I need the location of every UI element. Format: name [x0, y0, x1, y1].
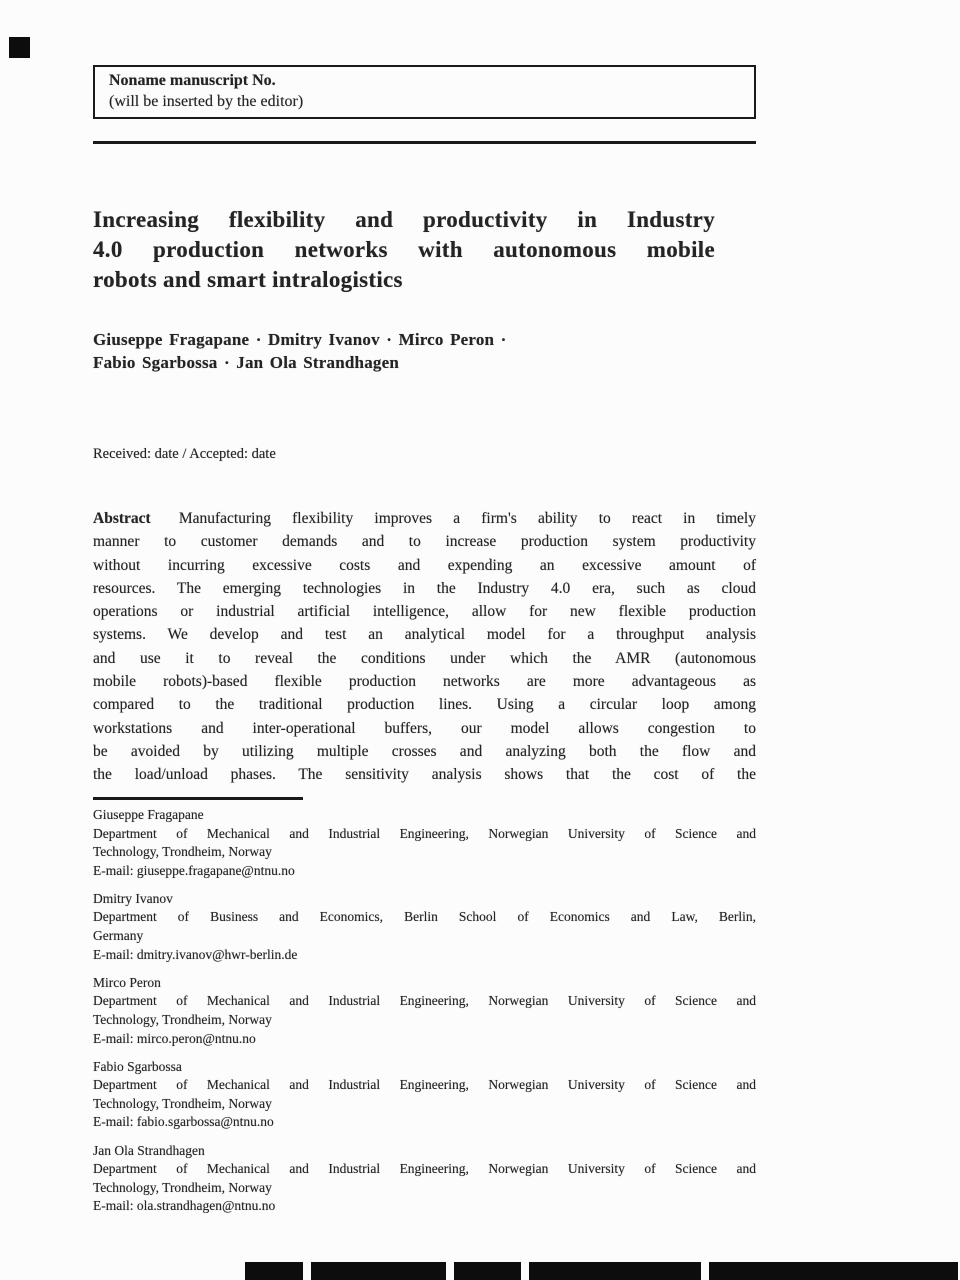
footnote-affiliation-line: Department of Mechanical and Industrial Engineering, Norwegian University of Science and [93, 1161, 756, 1177]
footnote-affiliation-line: Department of Mechanical and Industrial Engineering, Norwegian University of Science and [93, 1077, 756, 1093]
scan-artifact-bar-segment [311, 1262, 446, 1280]
abstract-line: systems. We develop and test an analytical model for a throughput analysis [93, 626, 756, 644]
footnote-rule [93, 797, 303, 800]
abstract-line: without incurring excessive costs and expending an excessive amount of [93, 556, 756, 574]
abstract-line: and use it to reveal the conditions under which the AMR (autonomous [93, 649, 756, 667]
header-rule [93, 141, 756, 144]
footnote-author-name: Dmitry Ivanov [93, 890, 173, 906]
footnote-block [93, 974, 756, 1048]
title-line-3: robots and smart intralogistics [93, 267, 403, 292]
footnote-author-name: Giuseppe Fragapane [93, 807, 204, 822]
author-list [93, 328, 733, 374]
footnote-email: E-mail: fabio.sgarbossa@ntnu.no [93, 1114, 274, 1130]
footnote-author-name: Fabio Sgarbossa [93, 1058, 182, 1074]
paper-title [93, 205, 715, 295]
footnote-affiliation-line: Department of Business and Economics, Berlin School of Economics and Law, Berlin, [93, 909, 756, 925]
footnote-email: E-mail: ola.strandhagen@ntnu.no [93, 1198, 276, 1214]
title-line-2: 4.0 production networks with autonomous mobile [93, 237, 715, 262]
abstract-line: resources. The emerging technologies in the Industry 4.0 era, such as cloud [93, 579, 756, 597]
author-line-1: Giuseppe Fragapane · Dmitry Ivanov · Mirco Peron · [93, 330, 507, 349]
abstract-text: Manufacturing flexibility improves a firm's ability to react in timely [178, 510, 756, 527]
received-accepted-line: Received: date / Accepted: date [93, 446, 276, 462]
abstract-section [93, 507, 756, 787]
abstract-line: operations or industrial artificial intelligence, allow for new flexible production [93, 603, 756, 621]
footnote-author-name: Mirco Peron [93, 974, 161, 990]
title-line-1: Increasing flexibility and productivity in Industry [93, 207, 715, 232]
abstract-line: the load/unload phases. The sensitivity analysis shows that the cost of the [93, 766, 756, 784]
abstract-line [93, 507, 756, 530]
footnote-email: E-mail: dmitry.ivanov@hwr-berlin.de [93, 946, 298, 962]
editor-note-line: (will be inserted by the editor) [109, 93, 304, 110]
footnote-affiliation-line: Department of Mechanical and Industrial Engineering, Norwegian University of Science and [93, 993, 756, 1009]
abstract-line: manner to customer demands and to increase production system productivity [93, 533, 756, 551]
scan-artifact-bar-segment [245, 1262, 303, 1280]
author-line-2: Fabio Sgarbossa · Jan Ola Strandhagen [93, 353, 399, 372]
manuscript-box [93, 65, 756, 119]
abstract-line: mobile robots)-based flexible production networks are more advantageous as [93, 673, 756, 691]
footnote-affiliation-line: Technology, Trondheim, Norway [93, 1011, 272, 1027]
footnote-affiliation-line: Department of Mechanical and Industrial Engineering, Norwegian University of Science and [93, 825, 756, 841]
scan-artifact-bar-segment [709, 1262, 958, 1280]
abstract-line: compared to the traditional production lines. Using a circular loop among [93, 696, 756, 714]
footnote-block [93, 890, 756, 964]
footnote-author-name: Jan Ola Strandhagen [93, 1142, 205, 1158]
scan-artifact-square [9, 37, 30, 58]
footnote-block [93, 806, 756, 880]
manuscript-no-line: Noname manuscript No. [109, 72, 276, 89]
manuscript-page [93, 0, 756, 1280]
footnote-affiliation-line: Technology, Trondheim, Norway [93, 844, 272, 860]
footnote-email: E-mail: mirco.peron@ntnu.no [93, 1030, 256, 1046]
abstract-label: Abstract [93, 510, 151, 527]
footnote-block [93, 1142, 756, 1216]
scan-artifact-bar-segment [454, 1262, 521, 1280]
scan-artifact-bar [0, 1262, 960, 1280]
footnote-affiliation-line: Technology, Trondheim, Norway [93, 1095, 272, 1111]
footnote-affiliation-line: Technology, Trondheim, Norway [93, 1179, 272, 1195]
author-footnotes [93, 806, 756, 1225]
abstract-line: be avoided by utilizing multiple crosses and analyzing both the flow and [93, 742, 756, 760]
footnote-block [93, 1058, 756, 1132]
scan-artifact-bar-segment [529, 1262, 701, 1280]
abstract-line: workstations and inter-operational buffers, our model allows congestion to [93, 719, 756, 737]
footnote-affiliation-line: Germany [93, 928, 144, 944]
footnote-email: E-mail: giuseppe.fragapane@ntnu.no [93, 862, 295, 878]
